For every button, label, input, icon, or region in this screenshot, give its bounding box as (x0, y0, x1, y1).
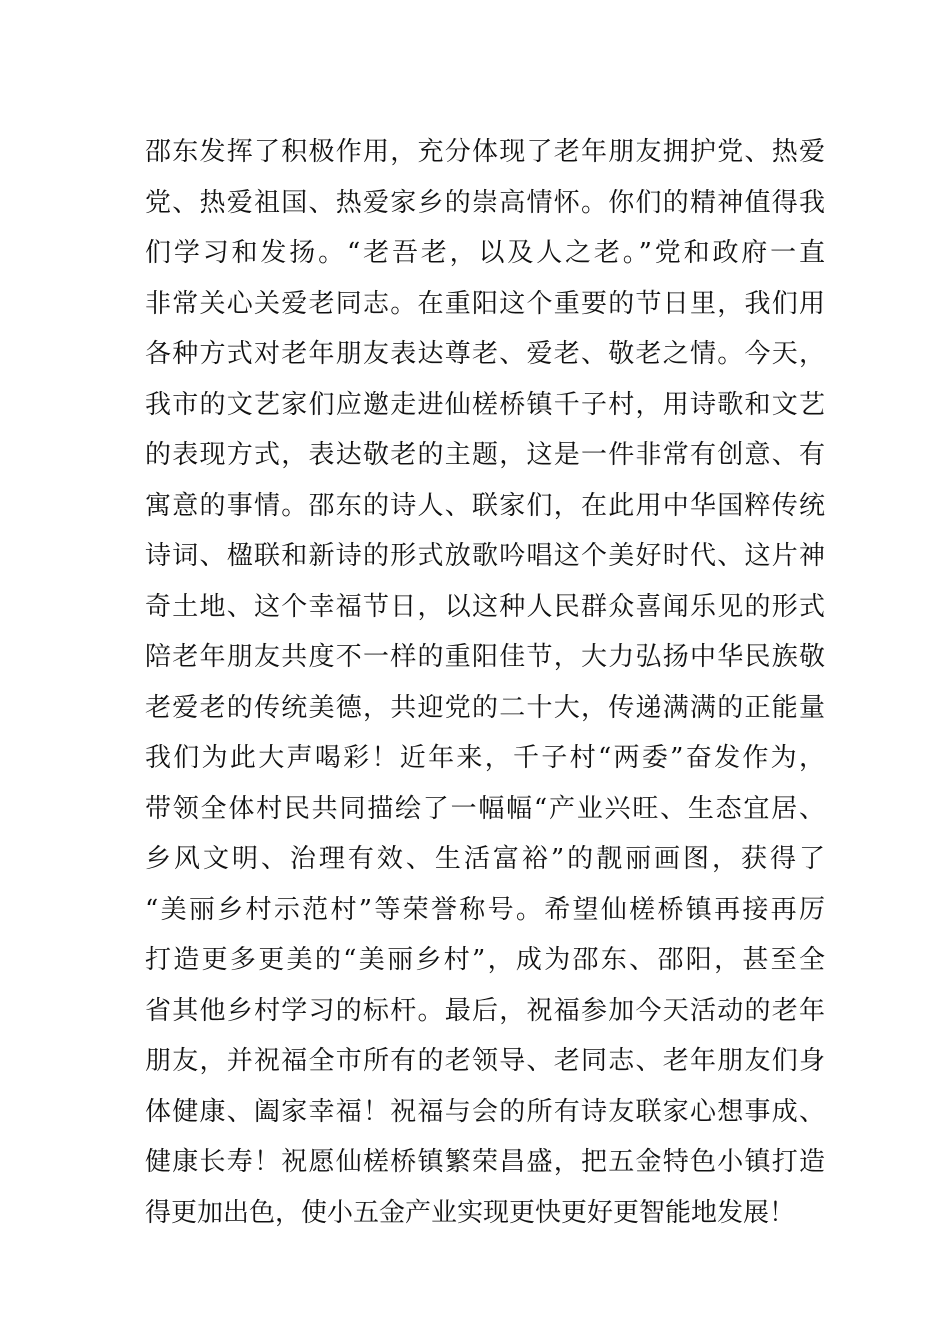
text-line: 打造更多更美的“美丽乡村”，成为邵东、邵阳，甚至全 (145, 945, 825, 975)
text-line: 非常关心关爱老同志。在重阳这个重要的节日里，我们用 (145, 288, 825, 319)
body-paragraph (145, 127, 825, 1238)
text-line: 省其他乡村学习的标杆。最后，祝福参加今天活动的老年 (145, 995, 825, 1026)
text-line: 得更加出色，使小五金产业实现更快更好更智能地发展！ (145, 1197, 796, 1228)
text-line: 健康长寿！祝愿仙槎桥镇繁荣昌盛，把五金特色小镇打造 (145, 1147, 825, 1177)
text-line: “美丽乡村示范村”等荣誉称号。希望仙槎桥镇再接再厉 (145, 894, 825, 925)
text-line: 的表现方式，表达敬老的主题，这是一件非常有创意、有 (145, 440, 825, 470)
text-line: 寓意的事情。邵东的诗人、联家们，在此用中华国粹传统 (145, 490, 825, 521)
text-line: 我市的文艺家们应邀走进仙槎桥镇千子村，用诗歌和文艺 (145, 389, 825, 420)
text-line: 体健康、阖家幸福！祝福与会的所有诗友联家心想事成、 (145, 1096, 825, 1127)
text-line: 奇土地、这个幸福节日，以这种人民群众喜闻乐见的形式 (145, 591, 825, 622)
text-line: 我们为此大声喝彩！近年来，千子村“两委”奋发作为， (145, 743, 825, 773)
text-line: 邵东发挥了积极作用，充分体现了老年朋友拥护党、热爱 (145, 137, 825, 167)
text-line: 陪老年朋友共度不一样的重阳佳节，大力弘扬中华民族敬 (145, 642, 825, 672)
text-line: 党、热爱祖国、热爱家乡的崇高情怀。你们的精神值得我 (145, 187, 825, 218)
text-line: 带领全体村民共同描绘了一幅幅“产业兴旺、生态宜居、 (145, 793, 825, 824)
text-line: 诗词、楹联和新诗的形式放歌吟唱这个美好时代、这片神 (145, 541, 825, 571)
text-line: 朋友，并祝福全市所有的老领导、老同志、老年朋友们身 (145, 1046, 825, 1076)
text-line: 老爱老的传统美德，共迎党的二十大，传递满满的正能量 (145, 692, 825, 723)
text-line: 乡风文明、治理有效、生活富裕”的靓丽画图，获得了 (145, 844, 825, 874)
text-line: 们学习和发扬。“老吾老，以及人之老。”党和政府一直 (145, 238, 825, 268)
text-line: 各种方式对老年朋友表达尊老、爱老、敬老之情。今天， (145, 339, 825, 369)
